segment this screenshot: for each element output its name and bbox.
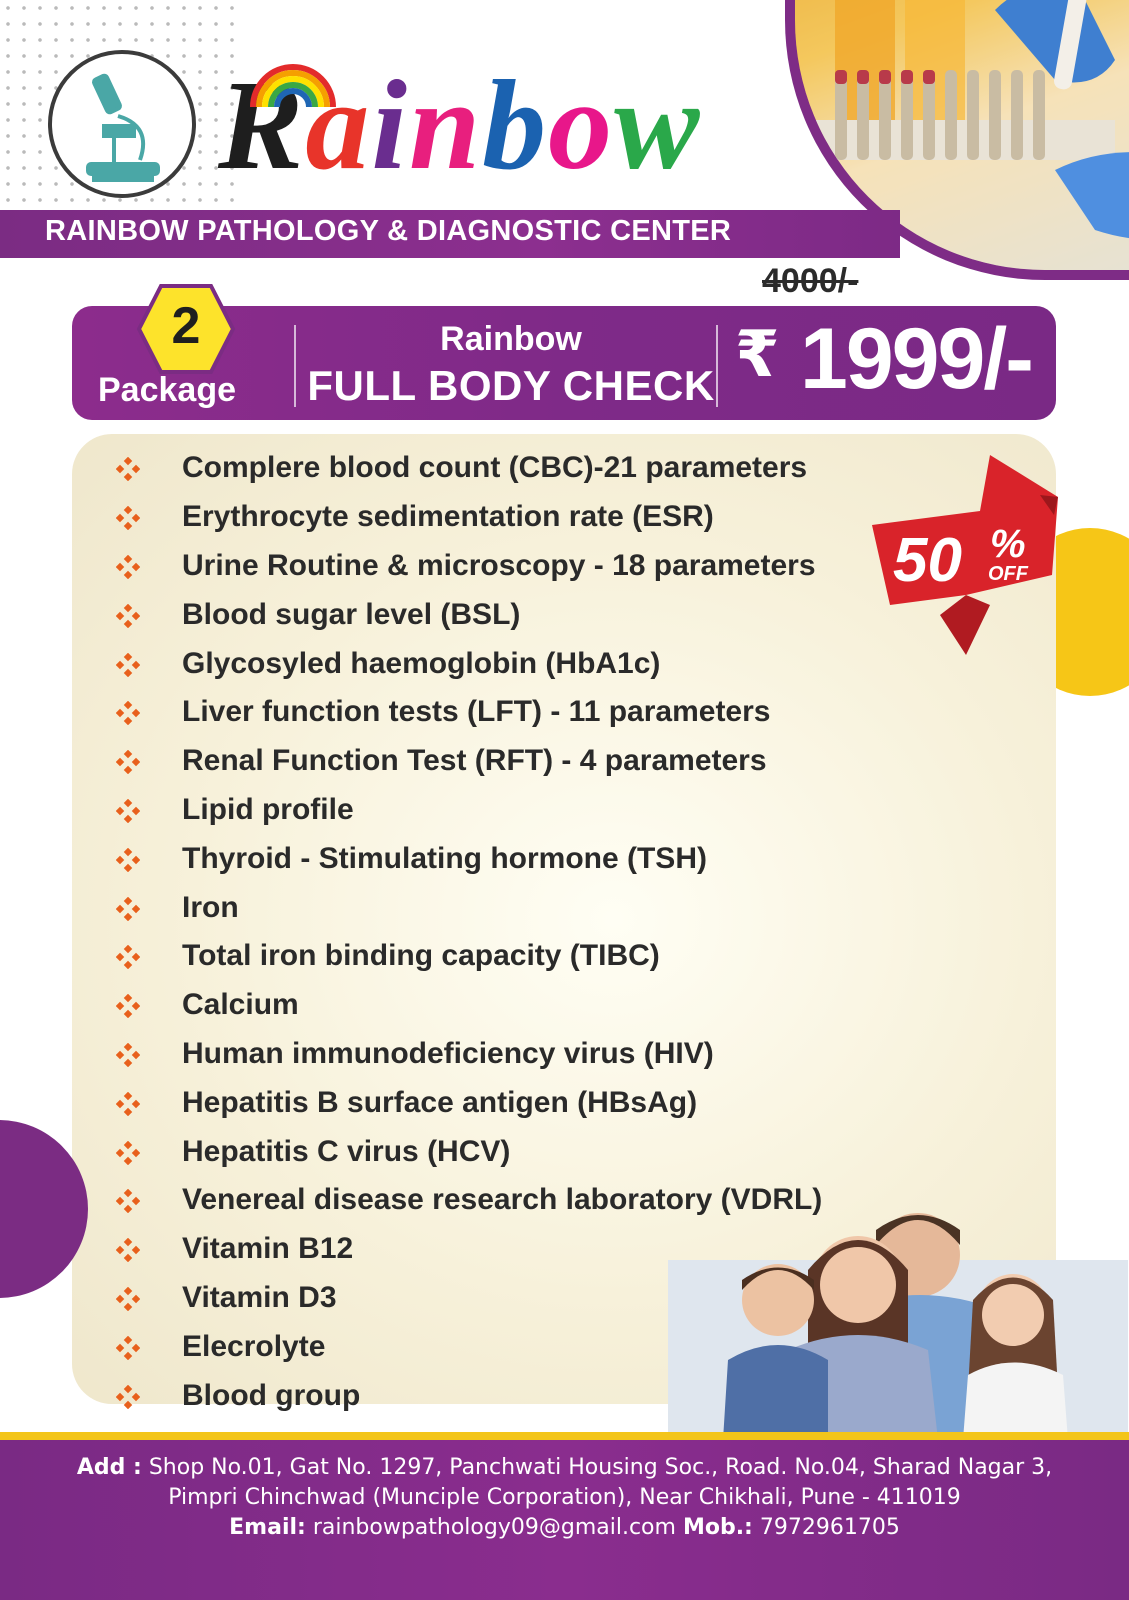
brand-letter: n (408, 54, 483, 196)
list-item (112, 737, 822, 786)
list-item (112, 834, 822, 883)
diamond-bullet-icon (112, 453, 182, 483)
diamond-bullet-icon (112, 1185, 182, 1215)
brand-letter: b (482, 54, 549, 196)
diamond-bullet-icon (112, 1283, 182, 1313)
email-address[interactable]: rainbowpathology09@gmail.com (312, 1515, 676, 1540)
rainbow-stripes (248, 52, 338, 112)
contact-line (0, 1515, 1129, 1540)
package-price: 1999/- (800, 311, 1032, 407)
test-name: Hepatitis B surface antigen (HBsAg) (182, 1085, 698, 1119)
address-line1 (0, 1455, 1129, 1480)
list-item (112, 981, 822, 1030)
package-name-line2: FULL BODY CHECK (307, 362, 715, 409)
list-item (112, 883, 822, 932)
package-number: 2 (171, 297, 201, 355)
package-name-line1: Rainbow (440, 320, 582, 358)
brand-letter: w (614, 54, 702, 196)
brand-letter: a (305, 54, 372, 196)
test-name: Thyroid - Stimulating hormone (TSH) (182, 841, 707, 875)
diamond-bullet-icon (112, 1137, 182, 1167)
test-name: Vitamin B12 (182, 1232, 354, 1266)
diamond-bullet-icon (112, 502, 182, 532)
footer-accent-line (0, 1432, 1129, 1440)
discount-value: 50 (893, 526, 962, 595)
test-name: Urine Routine & microscopy - 18 parameters (182, 548, 816, 582)
brand-letter: o (548, 54, 615, 196)
package-label: Package (98, 371, 236, 409)
list-item (112, 639, 822, 688)
diamond-bullet-icon (112, 795, 182, 825)
diamond-bullet-icon (112, 600, 182, 630)
test-name: Renal Function Test (RFT) - 4 parameters (182, 744, 767, 778)
list-item (112, 786, 822, 835)
mobile-label: Mob.: (682, 1515, 753, 1540)
test-name: Liver function tests (LFT) - 11 parameters (182, 695, 771, 729)
microscope-icon (74, 68, 174, 186)
diamond-bullet-icon (112, 1039, 182, 1069)
list-item (112, 542, 822, 591)
discount-off: OFF (988, 563, 1028, 585)
test-name: Elecrolyte (182, 1329, 326, 1363)
list-item (112, 1030, 822, 1079)
test-name: Vitamin D3 (182, 1280, 337, 1314)
diamond-bullet-icon (112, 551, 182, 581)
test-name: Erythrocyte sedimentation rate (ESR) (182, 500, 714, 534)
center-name: RAINBOW PATHOLOGY & DIAGNOSTIC CENTER (45, 215, 732, 247)
diamond-bullet-icon (112, 1234, 182, 1264)
email-label: Email: (229, 1515, 306, 1540)
test-name: Calcium (182, 988, 299, 1022)
list-item (112, 493, 822, 542)
list-item (112, 688, 822, 737)
discount-percent: % (990, 522, 1026, 566)
diamond-bullet-icon (112, 1381, 182, 1411)
test-name: Blood sugar level (BSL) (182, 597, 521, 631)
address-text1: Shop No.01, Gat No. 1297, Panchwati Housing Soc., Road. No.04, Sharad Nagar 3, (148, 1455, 1053, 1480)
diamond-bullet-icon (112, 893, 182, 923)
diamond-bullet-icon (112, 941, 182, 971)
test-name: Complere blood count (CBC)-21 parameters (182, 451, 808, 485)
list-item (112, 1078, 822, 1127)
test-name: Iron (182, 890, 239, 924)
diamond-bullet-icon (112, 1088, 182, 1118)
diamond-bullet-icon (112, 649, 182, 679)
mobile-number[interactable]: 7972961705 (759, 1515, 900, 1540)
test-name: Venereal disease research laboratory (VDRL) (182, 1183, 823, 1217)
list-item (112, 932, 822, 981)
divider (294, 325, 296, 407)
logo (48, 50, 196, 198)
address-line2: Pimpri Chinchwad (Munciple Corporation), Near Chikhali, Pune - 411019 (168, 1485, 961, 1510)
old-price: 4000/- (762, 262, 859, 300)
address-label: Add : (76, 1455, 142, 1480)
diamond-bullet-icon (112, 746, 182, 776)
list-item (112, 590, 822, 639)
test-name: Lipid profile (182, 792, 354, 826)
rupee-icon: ₹ (735, 318, 780, 392)
test-name: Glycosyled haemoglobin (HbA1c) (182, 646, 661, 680)
divider (716, 325, 718, 407)
list-item (112, 1127, 822, 1176)
brand-letter: i (371, 54, 409, 196)
diamond-bullet-icon (112, 990, 182, 1020)
diamond-bullet-icon (112, 844, 182, 874)
test-name: Hepatitis C virus (HCV) (182, 1134, 511, 1168)
brand-letter: R (218, 54, 306, 196)
test-name: Human immunodeficiency virus (HIV) (182, 1036, 714, 1070)
test-name: Total iron binding capacity (TIBC) (182, 939, 660, 973)
family-photo (668, 1200, 1128, 1440)
rainbow-stripe (277, 91, 309, 107)
test-name: Blood group (182, 1378, 361, 1412)
diamond-bullet-icon (112, 697, 182, 727)
list-item (112, 444, 822, 493)
diamond-bullet-icon (112, 1332, 182, 1362)
